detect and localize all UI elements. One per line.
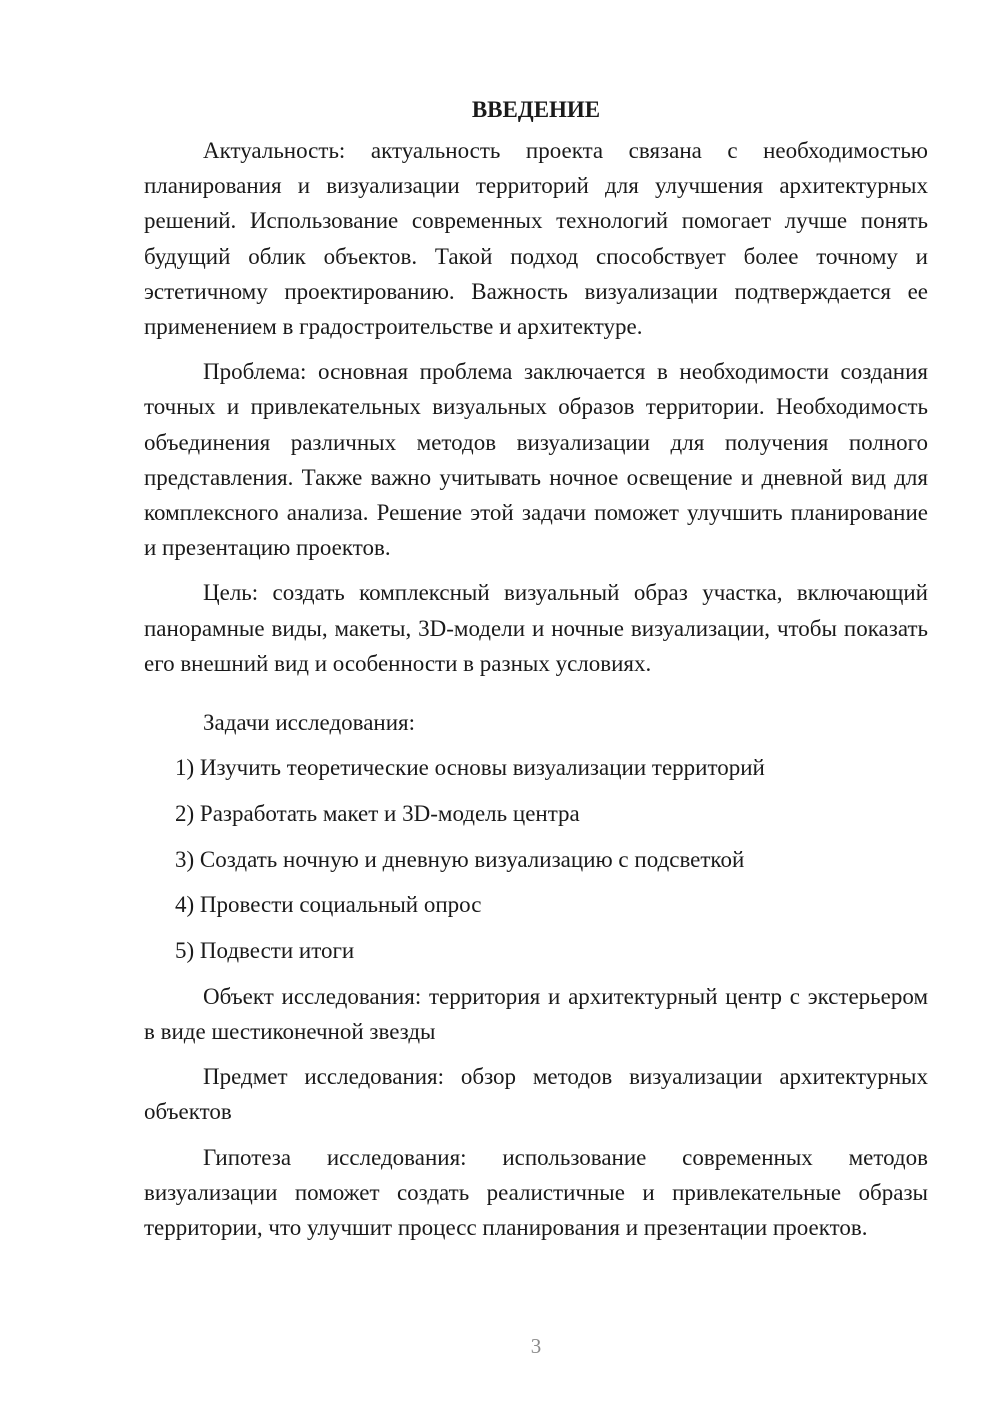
tasks-list	[144, 750, 928, 968]
paragraph-problem: Проблема: основная проблема заключается в необходимости создания точных и привлекательных визуальных образов территории. Необходимость объединения различных методов визуализации для получения полного представления. Также важно учитывать ночное освещение и дневной вид для комплексного анализа. Решение этой задачи поможет улучшить планирование и презентацию проектов.	[144, 359, 928, 561]
task-item-2: 2) Разработать макет и 3D-модель центра	[175, 800, 580, 826]
page-number: 3	[530, 1334, 542, 1358]
paragraph-subject: Предмет исследования: обзор методов визуализации архитектурных объектов	[144, 1064, 928, 1125]
page-title: ВВЕДЕНИЕ	[471, 97, 601, 122]
paragraph-relevance: Актуальность: актуальность проекта связана с необходимостью планирования и визуализации территорий для улучшения архитектурных решений. Использование современных технологий помогает лучше понять будущий облик объектов. Такой подход способствует более точному и эстетичному проектированию. Важность визуализации подтверждается ее применением в градостроительстве и архитектуре.	[144, 138, 928, 340]
tasks-title: Задачи исследования:	[203, 710, 416, 736]
task-item-4: 4) Провести социальный опрос	[175, 892, 482, 918]
task-item-5: 5) Подвести итоги	[175, 938, 355, 964]
paragraph-hypothesis: Гипотеза исследования: использование современных методов визуализации поможет создать реалистичные и привлекательные образы территории, что улучшит процесс планирования и презентации проектов.	[144, 1144, 928, 1240]
paragraph-object: Объект исследования: территория и архитектурный центр с экстерьером в виде шестиконечной звезды	[144, 983, 928, 1044]
paragraph-goal: Цель: создать комплексный визуальный образ участка, включающий панорамные виды, макеты, 3D-модели и ночные визуализации, чтобы показать его внешний вид и особенности в разных условиях.	[144, 580, 928, 676]
task-item-3: 3) Создать ночную и дневную визуализацию с подсветкой	[175, 846, 745, 872]
document-page	[144, 92, 928, 1255]
task-item-1: 1) Изучить теоретические основы визуализации территорий	[175, 755, 765, 781]
